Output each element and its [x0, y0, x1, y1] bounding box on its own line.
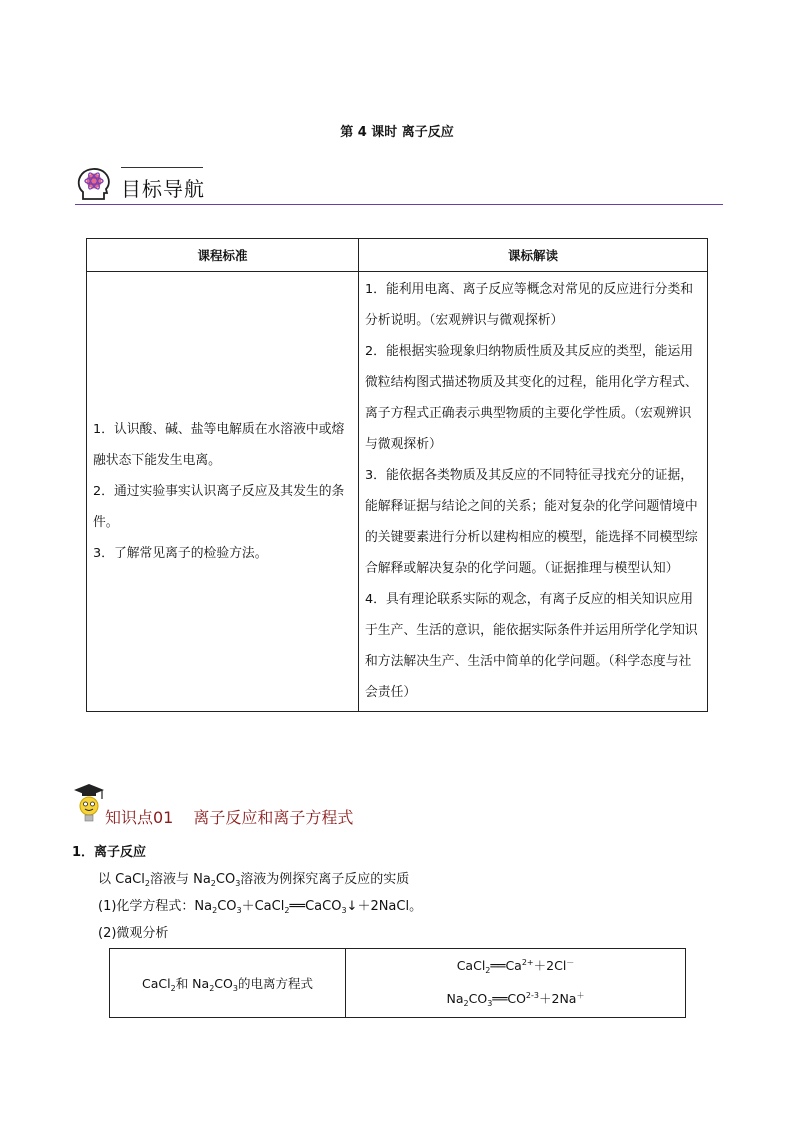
intro-line: 以 CaCl$_2$溶液与 $Na_2CO_3$溶液为例探究离子反应的实质: [98, 872, 410, 888]
micro-analysis-line: (2)微观分析: [98, 926, 169, 941]
interpretation-item: 3．能依据各类物质及其反应的不同特征寻找充分的证据，能解释证据与结论之间的关系；能对复杂的化学问题情境中的关键要素进行分析以建构相应的模型，能选择不同模型综合解释或解决复杂的化学问题。（证据推理与模型认知）: [365, 468, 698, 576]
knowledge-point-name: 离子反应和离子方程式: [193, 808, 354, 827]
interpretation-item: 1．能利用电离、离子反应等概念对常见的反应进行分类和分析说明。（宏观辨识与微观探析）: [365, 282, 694, 328]
interpretation-cell: [359, 272, 708, 712]
knowledge-point-number: 知识点01: [105, 808, 174, 827]
ionization-equations-cell: [346, 949, 686, 1018]
ionization-equation: $CaCl_2══Ca^{2+}+2Cl^-$: [456, 958, 575, 975]
standard-item: 3．了解常见离子的检验方法。: [93, 546, 268, 561]
header-course-standard: 课程标准: [87, 239, 359, 272]
page-title: 第 4 课时 离子反应: [340, 125, 454, 140]
subsection-heading: 1．离子反应: [72, 845, 147, 860]
standard-item: 1．认识酸、碱、盐等电解质在水溶液中或熔融状态下能发生电离。: [93, 422, 345, 468]
section-header: [75, 163, 723, 207]
knowledge-point-header: [72, 782, 472, 828]
course-standard-cell: [87, 272, 359, 712]
head-atom-icon: [75, 166, 113, 204]
table-header-row: [87, 239, 708, 272]
knowledge-point-title: [105, 805, 353, 828]
header-top-rule: [121, 167, 203, 168]
standard-item: 2．通过实验事实认识离子反应及其发生的条件。: [93, 484, 345, 530]
ionization-table: [109, 948, 686, 1018]
ionization-equation: $Na_2CO_3══CO^{2-3}+2Na^+$: [446, 991, 585, 1008]
interpretation-item: 4．具有理论联系实际的观念，有离子反应的相关知识应用于生产、生活的意识，能依据实际条件并运用所学化学知识和方法解决生产、生活中简单的化学问题。（科学态度与社会责任）: [365, 592, 698, 700]
header-standard-interpretation: 课标解读: [359, 239, 708, 272]
standards-table: [86, 238, 708, 712]
interpretation-item: 2．能根据实验现象归纳物质性质及其反应的类型，能运用微粒结构图式描述物质及其变化的过程，能用化学方程式、离子方程式正确表示典型物质的主要化学性质。（宏观辨识与微观探析）: [365, 344, 698, 452]
lightbulb-graduation-cap-icon: [72, 782, 106, 826]
ionization-label-cell: CaCl$_2$和 $Na_2CO_3$的电离方程式: [110, 949, 346, 1018]
chemical-equation-line: (1)化学方程式：$Na_2CO_3+CaCl_2══CaCO_3↓+2NaCl$。: [98, 899, 423, 915]
table-row: [110, 949, 686, 1018]
table-row: [87, 272, 708, 712]
section-label: 目标导航: [121, 177, 205, 201]
header-bottom-rule: [75, 204, 723, 205]
